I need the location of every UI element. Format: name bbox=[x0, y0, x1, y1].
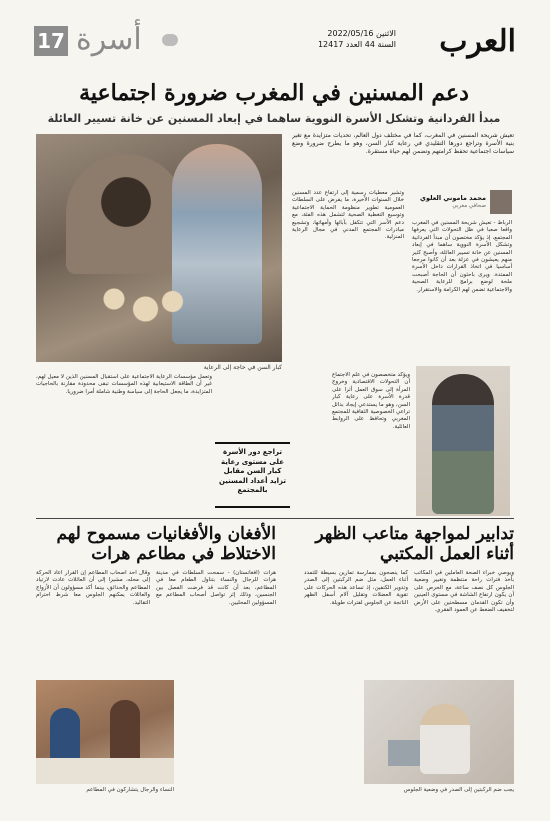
body-column: هرات (أفغانستان) - سمحت السلطات في مدينة هرات للرجال والنساء بتناول الطعام معا في المطاعم، بعد أن كانت قد فرضت الفصل بين الجنسين، وذلك إثر تواصل أصحاب المطاعم مع المسؤولين المحليين. bbox=[156, 570, 276, 606]
body-column: ويؤكد متخصصون في علم الاجتماع أن التحولات الاقتصادية وخروج المرأة إلى سوق العمل أثرا على قدرة الأسرة على رعاية كبار السن، وهو ما يستدعي إيجاد بدائل تراعي الخصوصية الثقافية للمجتمع المغربي وتحافظ على الروابط العائلية. bbox=[332, 372, 410, 430]
body-column: وقال أحد أصحاب المطاعم إن القرار أعاد الحركة إلى محله، مشيرا إلى أن العائلات عادت لارتياد المطاعم والحدائق، بينما أكد مسؤولون أن الأزواج والعائلات يمكنهم الجلوس معا شرط احترام التقاليد. bbox=[36, 570, 150, 606]
issue-line: السنة 44 العدد 12417 bbox=[317, 40, 396, 49]
office-worker-figure bbox=[420, 704, 470, 774]
man-figure bbox=[110, 700, 140, 766]
body-column: وتشير معطيات رسمية إلى ارتفاع عدد المسنين خلال السنوات الأخيرة، ما يفرض على السلطات العمومية تطوير منظومة الحماية الاجتماعية وتوسيع التغطية الصحية لتشمل هذه الفئة، مع دعم الأسر التي تتكفل بآبائها وأمهاتها، وتشجيع مبادرات المجتمع المدني في مجال الرعاية المنزلية. bbox=[292, 190, 404, 241]
date-line: الاثنين 2022/05/16 bbox=[327, 29, 396, 38]
author-photo bbox=[490, 190, 512, 214]
pull-quote: تراجع دور الأسرة على مستوى رعاية كبار السن مقابل تزايد أعداد المسنين بالمجتمع bbox=[215, 442, 290, 508]
main-headline: دعم المسنين في المغرب ضرورة اجتماعية bbox=[79, 80, 469, 106]
main-photo bbox=[36, 134, 282, 362]
page-number: 17 bbox=[34, 26, 68, 56]
office-photo-caption: يجب ضم الركبتين إلى الصدر في وضعية الجلوس bbox=[403, 787, 514, 793]
elderly-man-figure bbox=[432, 374, 494, 514]
date-box bbox=[318, 28, 396, 50]
herat-headline: الأفغان والأفغانيات مسموح لهم الاختلاط في مطاعم هرات bbox=[56, 524, 276, 564]
body-column: الرباط - تعيش شريحة المسنين في المغرب واقعا صعبا في ظل التحولات التي يعرفها المجتمع، إذ يؤكد مختصون أن مبدأ الفردانية وتشكل الأسرة النووية ساهما في إبعاد المسنين عن خانة تسيير العائلة، وأصبح كثير منهم يعيشون في عزلة بعد أن كانوا مرجعا أساسيا في اتخاذ القرارات داخل الأسرة الممتدة. ويرى باحثون أن الحاجة أصبحت ملحة لوضع برامج للرعاية الصحية والاجتماعية تضمن لهم الكرامة والاستقرار. bbox=[412, 220, 512, 293]
author-byline bbox=[412, 190, 512, 216]
restaurant-photo bbox=[36, 680, 174, 784]
back-pain-headline: تدابير لمواجهة متاعب الظهر أثناء العمل المكتبي bbox=[315, 524, 514, 564]
speech-bubble-icon bbox=[162, 34, 178, 46]
office-worker-photo bbox=[364, 680, 514, 784]
elderly-man-photo bbox=[416, 366, 510, 516]
main-subheadline: مبدأ الفردانية وتشكل الأسرة النووية ساهما في إبعاد المسنين عن خانة تسيير العائلة bbox=[47, 112, 501, 125]
dining-table bbox=[36, 758, 174, 784]
section-title: أسرة bbox=[76, 22, 142, 57]
restaurant-photo-caption: النساء والرجال يتشاركون في المطاعم bbox=[86, 787, 174, 793]
article-intro: تعيش شريحة المسنين في المغرب، كما في مختلف دول العالم، تحديات متزايدة مع تغير بنية الأسرة وتراجع دورها التقليدي في رعاية كبار السن، وهو ما يطرح ضرورة وضع سياسات اجتماعية تحفظ كرامتهم وتضمن لهم حياة مستقرة. bbox=[292, 132, 514, 155]
section-divider bbox=[36, 518, 514, 519]
newspaper-logo: العرب bbox=[439, 24, 516, 59]
body-column: ويوصي خبراء الصحة العاملين في المكاتب بأخذ فترات راحة منتظمة وتغيير وضعية الجلوس كل نصف ساعة، مع الحرص على أن يكون ارتفاع الشاشة في مستوى العينين وأن تكون القدمان مسطحتين على الأرض لتخفيف الضغط عن العمود الفقري. bbox=[414, 570, 514, 614]
bread-loaves bbox=[96, 284, 186, 334]
body-column: كما ينصحون بممارسة تمارين بسيطة للتمدد أثناء العمل، مثل ضم الركبتين إلى الصدر وتدوير الكتفين، إذ تساعد هذه الحركات على تقوية العضلات وتقليل آلام أسفل الظهر الناتجة عن الجلوس لفترات طويلة. bbox=[304, 570, 408, 606]
body-column: وتعمل مؤسسات الرعاية الاجتماعية على استقبال المسنين الذين لا معيل لهم، غير أن الطاقة الاستيعابية لهذه المؤسسات تبقى محدودة مقارنة بالحاجيات المتزايدة، ما يجعل الحاجة إلى سياسة وطنية شاملة أمرا ضروريا. bbox=[36, 374, 212, 395]
page-header bbox=[0, 0, 550, 68]
clay-oven bbox=[66, 154, 186, 274]
author-name: محمد ماموني العلوي bbox=[420, 194, 486, 202]
main-photo-caption: كبار السن في حاجة إلى الرعاية bbox=[203, 364, 282, 371]
author-role: صحافي مغربي bbox=[452, 203, 486, 209]
